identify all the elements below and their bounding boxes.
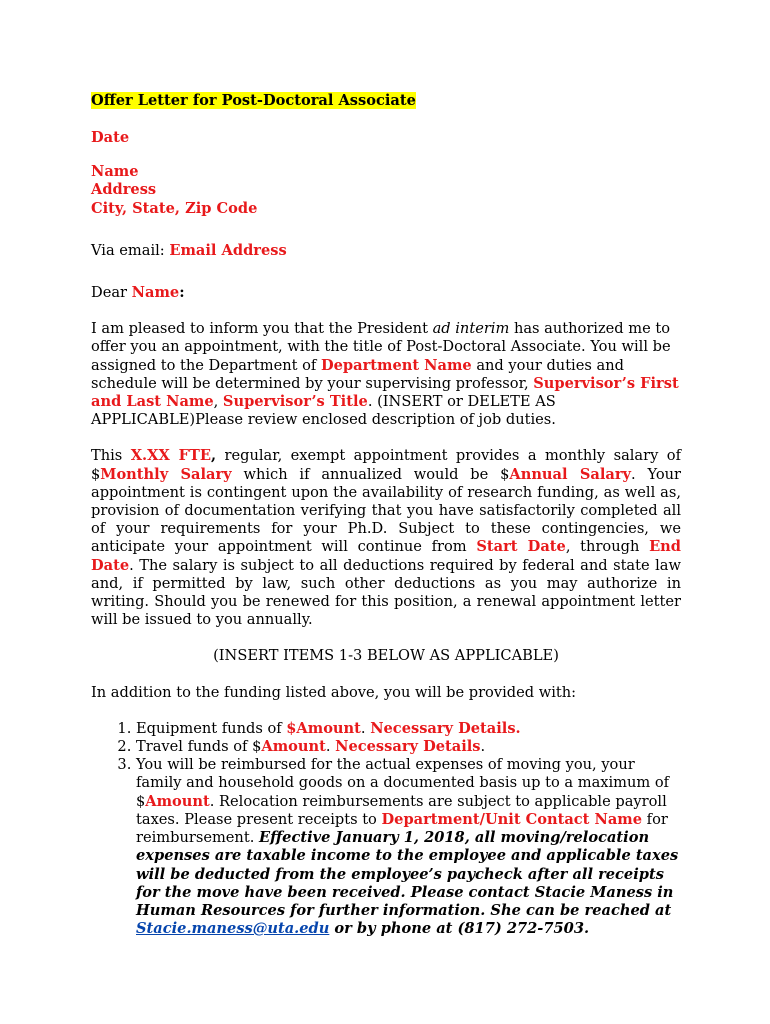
salutation [91,284,681,302]
para2-text-6: . The salary is subject to all deductions required by federal and state law and, if permitted by law, such other deductions as you may authorize in writing. Should you be renewed for this position, a renewal appointment letter will be issued to you annually. [91,556,681,629]
para1-text-4: , [213,393,223,411]
recipient-address-block [91,163,681,218]
salutation-prefix: Dear [91,284,132,302]
item3-taxable-notice: Effective January 1, 2018, all moving/relocation expenses are taxable income to the employee and applicable taxes will be deducted from the employee’s paycheck after all receipts for the move have been received. Please contact Stacie Maness in Human Resources for further information. She can be reached at [136,829,679,919]
item2-amount: Amount [261,738,326,756]
item2-text-3: . [480,738,486,756]
salutation-name: Name [131,284,180,302]
item3-contact-placeholder: Department/Unit Contact Name [381,810,643,828]
para2-text-1: This [91,447,131,465]
item3-phone-notice: or by phone at (817) 272-7503. [329,920,590,938]
via-email-prefix: Via email: [91,241,170,259]
appointment-paragraph [91,320,681,429]
item1-details: Necessary Details. [370,719,521,737]
para2-comma: , [210,447,217,465]
item2-text-2: . [325,738,336,756]
letter-title: Offer Letter for Post-Doctoral Associate [91,92,416,109]
via-email-line [91,242,681,260]
para2-text-4: . Your appointment is contingent upon the availability of research funding, as well as, provision of documentation verifying that you have satisfactorily completed all of your requirements for your Ph.D. Subject to these contingencies, we anticipate your appointment will continue from [91,465,682,556]
item3-text-3: for reimbursement. [136,810,668,847]
date-placeholder: Date [91,129,130,146]
para1-text-2: has authorized me to offer you an appointment, with the title of Post-Doctoral Associate. You will be assigned to the Department of [91,320,671,374]
via-email-address: Email Address [169,241,287,259]
fte-placeholder: X.XX FTE [130,447,211,465]
department-placeholder: Department Name [320,356,472,374]
item3-amount: Amount [145,792,210,810]
para2-text-3: which if annualized would be $ [231,465,510,483]
hr-email-link[interactable]: Stacie.maness@uta.edu [136,920,330,938]
letter-title-line [91,92,681,113]
para2-text-5: , through [565,538,650,556]
recipient-address: Address [91,181,157,199]
insert-items-note: (INSERT ITEMS 1-3 BELOW AS APPLICABLE) [213,647,559,665]
item3-text-2: . Relocation reimbursements are subject to applicable payroll taxes. Please present receipts to [136,792,667,828]
recipient-name: Name [91,163,139,181]
salary-paragraph [91,447,681,629]
item2-details: Necessary Details [335,738,481,756]
list-item [136,756,681,938]
item1-text-1: Equipment funds of [136,719,287,737]
supervisor-name-placeholder: Supervisor’s First and Last Name [91,374,679,411]
supervisor-title-placeholder: Supervisor’s Title [222,393,368,411]
annual-salary-placeholder: Annual Salary [509,465,631,483]
para1-text-5: . (INSERT or DELETE AS APPLICABLE)Please review enclosed description of job duties. [91,393,556,429]
item1-amount: $Amount [286,719,361,737]
item2-text-1: Travel funds of $ [136,738,262,756]
list-item [136,720,681,738]
start-date-placeholder: Start Date [476,538,566,556]
para2-text-2: regular, exempt appointment provides a monthly salary of $ [91,447,681,483]
item3-text-1: You will be reimbursed for the actual expenses of moving you, your family and household goods on a documented basis up to a maximum of $ [136,756,670,810]
para1-text-3: and your duties and schedule will be determined by your supervising professor, [91,356,624,392]
monthly-salary-placeholder: Monthly Salary [100,465,232,483]
recipient-city-state-zip: City, State, Zip Code [91,199,258,217]
para1-text-1: I am pleased to inform you that the President [91,320,433,338]
list-item [136,738,681,756]
date-line [91,129,681,147]
end-date-placeholder: End Date [91,538,682,574]
addition-intro: In addition to the funding listed above, you will be provided with: [91,683,577,701]
item1-text-2: . [360,719,371,737]
benefits-list [91,720,681,938]
salutation-colon: : [179,284,185,302]
offer-letter-page [91,92,681,938]
para1-ad-interim: ad interim [432,320,510,338]
